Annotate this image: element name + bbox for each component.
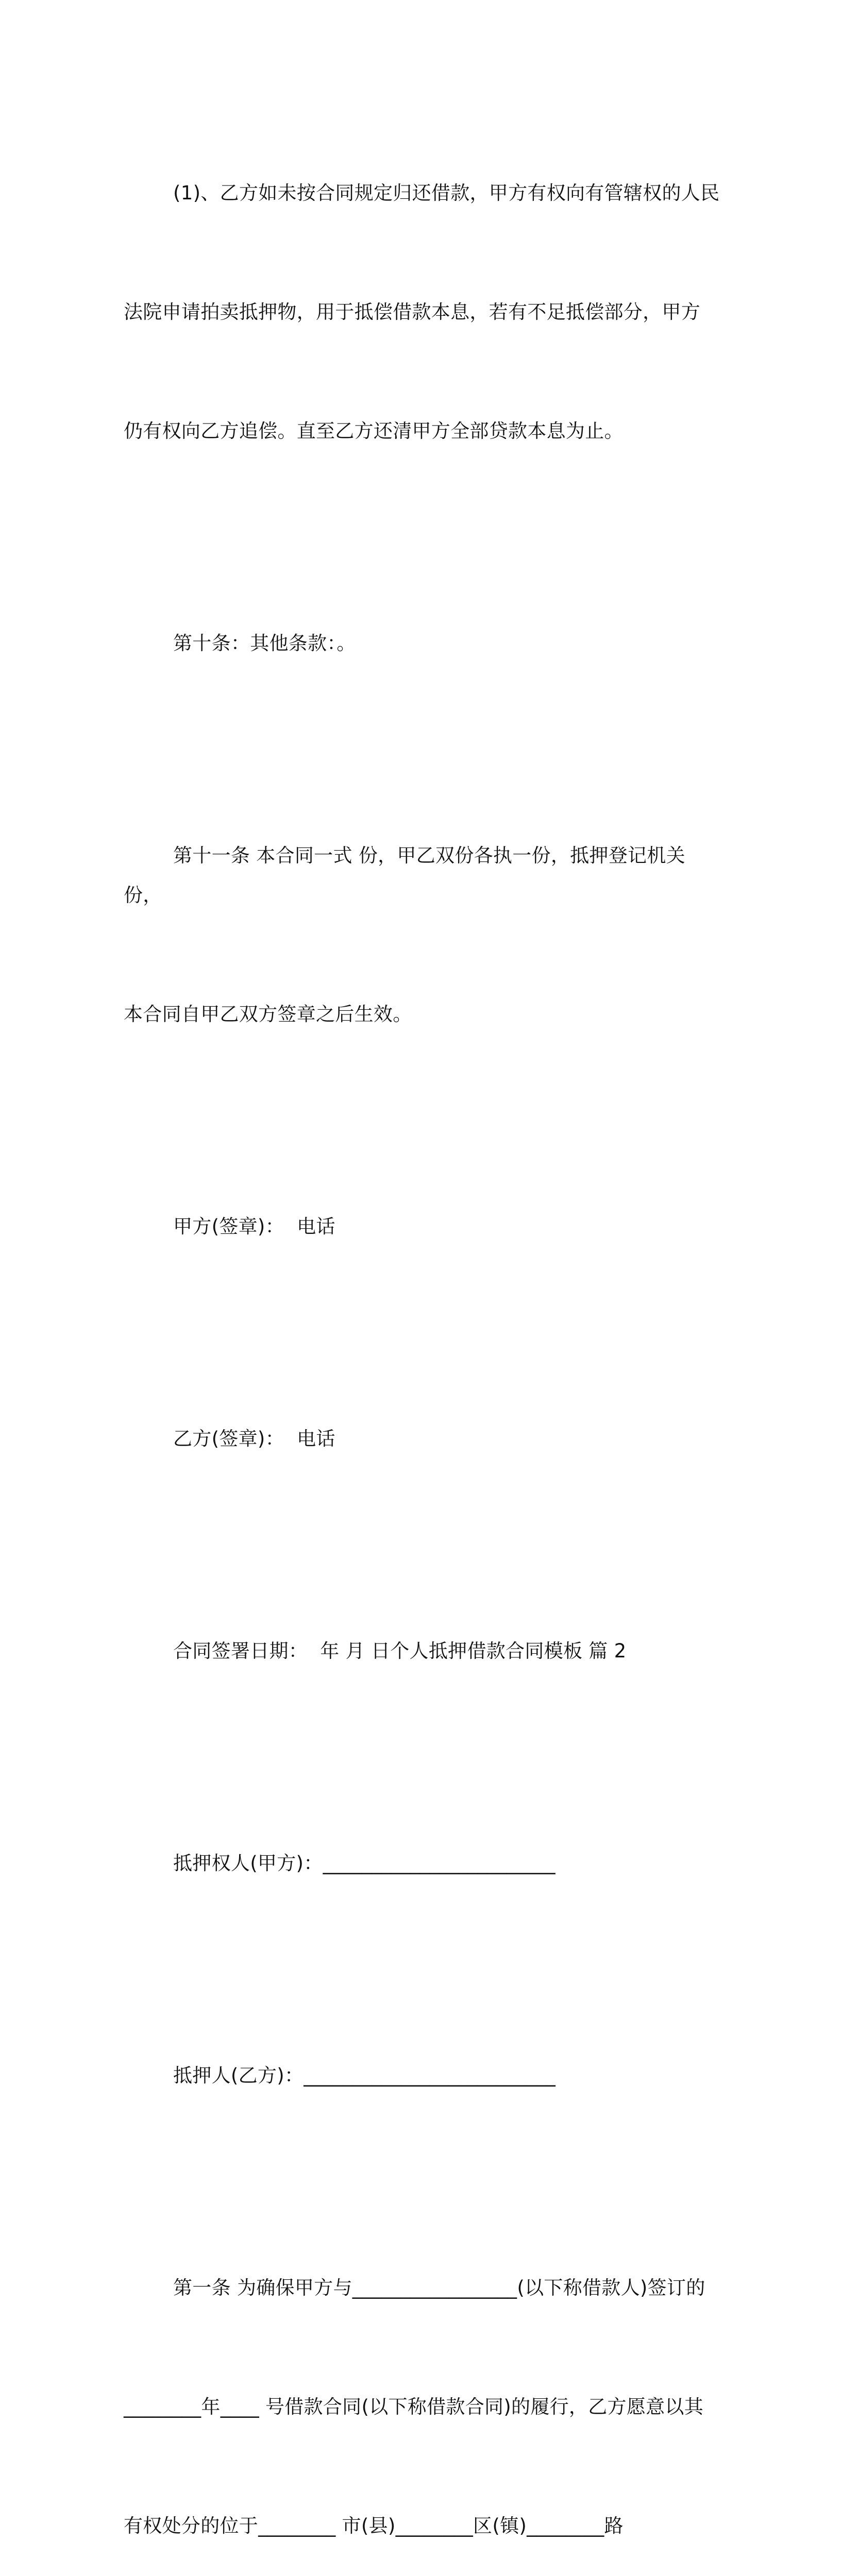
document-body [124,94,721,2576]
sign-date-line [124,1552,721,1750]
text-line: ________年____ 号借款合同(以下称借款合同)的履行，乙方愿意以其 [124,2396,704,2418]
clause-11-paragraph [124,756,721,1113]
party-b-signature-line [124,1340,721,1538]
text-line: 抵押权人(甲方)：________________________ [173,1852,556,1874]
text-line: 法院申请拍卖抵押物，用于抵偿借款本息，若有不足抵偿部分，甲方 [124,301,700,323]
clause-10-paragraph [124,544,721,742]
text-line: 抵押人(乙方)：__________________________ [173,2064,556,2087]
text-line: 合同签署日期： 年 月 日个人抵押借款合同模板 篇 2 [173,1640,627,1662]
text-line: 第十条：其他条款：。 [173,632,356,654]
party-a-signature-line [124,1127,721,1326]
text-line: 第十一条 本合同一式 份，甲乙双份各执一份，抵押登记机关 份， [124,844,692,906]
text-line: 乙方(签章)： 电话 [173,1428,335,1450]
text-line: 本合同自甲乙双方签章之后生效。 [124,1003,412,1025]
clause-9-1-paragraph [124,94,721,530]
text-line: 第一条 为确保甲方与_________________(以下称借款人)签订的 [173,2277,705,2299]
text-line: (1)、乙方如未按合同规定归还借款，甲方有权向有管辖权的人民 [173,182,720,204]
article-1-paragraph [124,2189,721,2576]
text-line: 甲方(签章)： 电话 [173,1215,335,1238]
text-line: 有权处分的位于________ 市(县)________区(镇)________路 [124,2515,624,2537]
text-line: 仍有权向乙方追偿。直至乙方还清甲方全部贷款本息为止。 [124,420,624,442]
mortgagee-line [124,1764,721,1962]
mortgagor-line [124,1976,721,2175]
